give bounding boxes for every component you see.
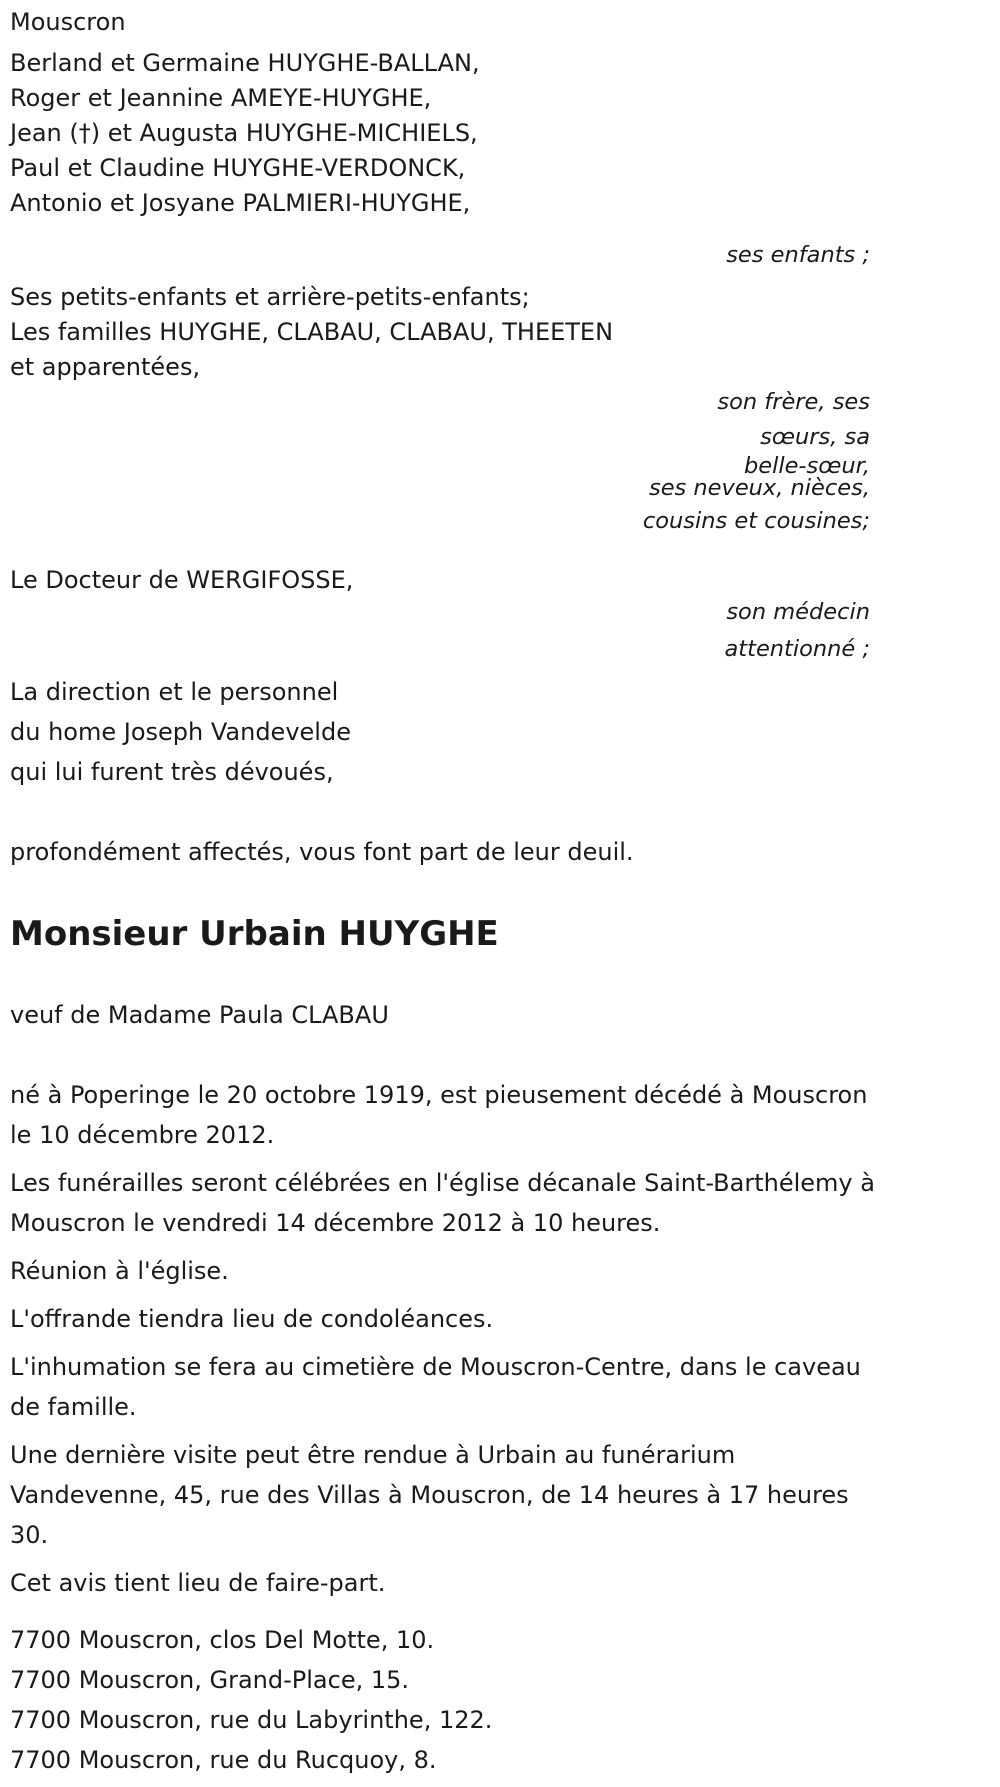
children-role: ses enfants ;: [726, 242, 870, 268]
burial-paragraph: L'inhumation se fera au cimetière de Mouscron-Centre, dans le caveau de famille.: [10, 1353, 861, 1421]
child-line: Roger et Jeannine AMEYE-HUYGHE,: [10, 84, 432, 112]
family-role-line: sœurs, sa: [760, 424, 870, 450]
announcement: profondément affectés, vous font part de leur deuil.: [10, 838, 634, 866]
family-role-line: ses neveux, nièces,: [648, 475, 870, 501]
staff-line: du home Joseph Vandevelde: [10, 718, 351, 746]
child-line: Paul et Claudine HUYGHE-VERDONCK,: [10, 154, 466, 182]
doctor-role: [10, 592, 870, 667]
family-role-line: son frère, ses: [717, 389, 870, 415]
family-role-line: belle-sœur,: [743, 453, 870, 479]
staff-line: qui lui furent très dévoués,: [10, 758, 334, 786]
location: Mouscron: [10, 8, 126, 36]
family-role-line: cousins et cousines;: [642, 508, 870, 534]
child-line: Berland et Germaine HUYGHE-BALLAN,: [10, 49, 480, 77]
funeral-paragraph: Les funérailles seront célébrées en l'église décanale Saint-Barthélemy à Mouscron le vendredi 14 décembre 2012 à 10 heures.: [10, 1169, 875, 1237]
family-line: et apparentées,: [10, 353, 201, 381]
doctor: Le Docteur de WERGIFOSSE,: [10, 566, 354, 594]
address-line: 7700 Mouscron, rue du Labyrinthe, 122.: [10, 1706, 493, 1734]
address-line: 7700 Mouscron, rue du Rucquoy, 8.: [10, 1746, 437, 1774]
child-line: Antonio et Josyane PALMIERI-HUYGHE,: [10, 189, 471, 217]
address-line: 7700 Mouscron, Grand-Place, 15.: [10, 1666, 410, 1694]
staff-line: La direction et le personnel: [10, 678, 339, 706]
children-list: [10, 46, 480, 221]
doctor-role-line: son médecin: [726, 599, 870, 625]
widower: veuf de Madame Paula CLABAU: [10, 1001, 389, 1029]
staff-list: [10, 672, 351, 792]
notice-paragraph: Cet avis tient lieu de faire-part.: [10, 1569, 386, 1597]
address-line: 7700 Mouscron, clos Del Motte, 10.: [10, 1626, 435, 1654]
family-line: Les familles HUYGHE, CLABAU, CLABAU, THEETEN: [10, 318, 614, 346]
details: [10, 1075, 890, 1603]
child-line: Jean (†) et Augusta HUYGHE-MICHIELS,: [10, 119, 478, 147]
family-line: Ses petits-enfants et arrière-petits-enfants;: [10, 283, 530, 311]
birth-death-paragraph: né à Poperinge le 20 octobre 1919, est pieusement décédé à Mouscron le 10 décembre 2012.: [10, 1081, 868, 1149]
family-list: [10, 280, 613, 385]
address-list: [10, 1620, 492, 1780]
offering-paragraph: L'offrande tiendra lieu de condoléances.: [10, 1305, 494, 1333]
meeting-paragraph: Réunion à l'église.: [10, 1257, 229, 1285]
visit-paragraph: Une dernière visite peut être rendue à Urbain au funérarium Vandevenne, 45, rue des Villas à Mouscron, de 14 heures à 17 heures 30.: [10, 1441, 849, 1549]
doctor-role-line: attentionné ;: [724, 636, 870, 662]
deceased-name: Monsieur Urbain HUYGHE: [10, 914, 499, 954]
family-role: [10, 385, 870, 544]
